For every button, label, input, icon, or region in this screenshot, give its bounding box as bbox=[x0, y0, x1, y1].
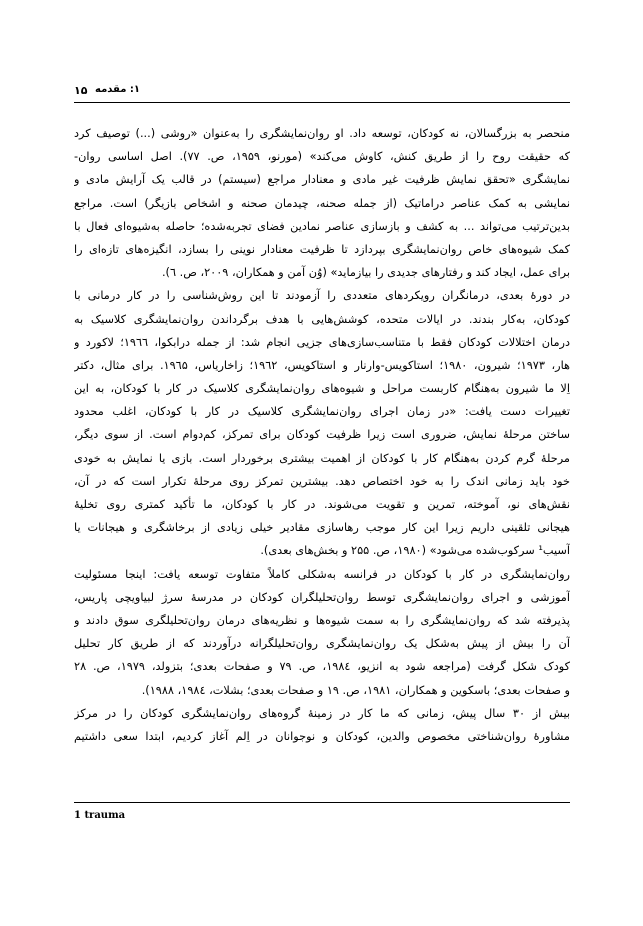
text-line: بیش از ۳۰ سال پیش، زمانی که ما کار در زمینهٔ گروه‌های روان‌نمایشگری کودکان را در مرکز bbox=[74, 706, 570, 720]
header-rule bbox=[74, 102, 570, 103]
text-line: هار، ۱۹۷۳؛ شیرون، ۱۹۸۰؛ استاکویس-وارنار و استاکویس، ۱۹٦۲؛ زاخاریاس، ۱۹٦۵. برای مثال، دکتر bbox=[74, 358, 570, 372]
text-line: مرحلهٔ گرم کردن به‌هنگام کار با کودکان از اهمیت بیشتری برخوردار است. بازی یا نمایش به خودی bbox=[74, 451, 570, 465]
text-line: خود باید زمانی اندک را به خود اختصاص دهد. بیشترین تمرکز روی مرحلهٔ تکرار است که در آن، bbox=[74, 474, 570, 488]
text-line: که حقیقت روح را از طریق کنش، کاوش می‌کند» (مورنو، ۱۹۵۹، ص. ۷۷). اصل اساسی روان- bbox=[74, 150, 570, 164]
text-line: کودکان، به‌کار بندند. در ایالات متحده، کوشش‌هایی با هدف برگرداندن روان‌نمایشگری کلاسیک به bbox=[74, 312, 570, 326]
text-line: آن را بیش از پیش به‌شکل یک روان‌نمایشگری روان‌تحلیلگرانه درآوردند که از طریق کار تحلیل bbox=[74, 637, 570, 651]
text-line: ساختن مرحلهٔ نمایش، ضروری است زیرا ظرفیت کودکان برای تمرکز، کم‌دوام است. از سوی دیگر، bbox=[74, 428, 570, 442]
text-line: نقش‌های نو، آموخته، تمرین و تقویت می‌شوند. در کار با کودکان، ما تأکید کمتری روی تخلیهٔ bbox=[74, 498, 570, 511]
paragraph-2 bbox=[74, 284, 570, 562]
footnote-rule bbox=[74, 802, 570, 803]
text-line: بدین‌ترتیب می‌تواند ... به کشف و بازسازی عناصر نمادین فضای تجربه‌شده؛ حاصله به‌شیوه‌ای فعال با bbox=[74, 219, 570, 233]
text-line: آسیب¹ سرکوب‌شده می‌شود» (۱۹۸۰، ص. ۲۵۵ و بخش‌های بعدی). bbox=[260, 544, 570, 558]
text-line: اِلا ما شیرون به‌هنگام کاربست مراحل و شیوه‌های روان‌نمایشگری کلاسیک در کار با کودکان، به این bbox=[74, 382, 570, 396]
text-line: نمایشگری «تحقق نمایش ظرفیت غیر مادی و معنادار مراجع (سیستم) در قالب یک آرایش مادی و bbox=[74, 173, 570, 187]
paragraph-3 bbox=[74, 563, 570, 702]
text-line: کمک شیوه‌های خاص روان‌نمایشگری بپردازد تا ظرفیت معنادار نوینی را بسازد، انگیزه‌های تازه‌ای را bbox=[74, 242, 570, 256]
page-number: ۱۵ bbox=[74, 84, 88, 97]
paragraph-4 bbox=[74, 702, 570, 748]
text-line: مشاورهٔ روان‌شناختی مخصوص والدین، کودکان و نوجوانان در اِلم آغاز کردیم، ابتدا سعی داشتیم bbox=[74, 729, 570, 743]
text-line: نمایشی به کمک عناصر دراماتیک (از جمله صحنه، چیدمان صحنه و اشخاص بازیگر) است. مراجع bbox=[74, 196, 570, 210]
body-text bbox=[74, 122, 570, 748]
text-line: کودک شکل گرفت (مراجعه شود به انزیو، ۱۹۸٤، ص. ۷۹ و صفحات بعدی؛ بتزولد، ۱۹۷۹، ص. ۲۸ bbox=[74, 660, 570, 674]
text-line: تغییرات دست یافت: «در زمان اجرای روان‌نمایشگری کلاسیک در کار با کودکان، اغلب محدود bbox=[74, 405, 570, 419]
running-head: ۱: مقدمه bbox=[95, 84, 141, 95]
footnote: 1 trauma bbox=[74, 810, 126, 821]
text-line: و صفحات بعدی؛ باسکوین و همکاران، ۱۹۸۱، ص. ۱۹ و صفحات بعدی؛ بشلات، ۱۹۸٤، ۱۹۸۸). bbox=[141, 683, 570, 697]
text-line: منحصر به بزرگسالان، نه کودکان، توسعه داد. او روان‌نمایشگری را به‌عنوان «روشی (...) توصیف کرد bbox=[74, 127, 570, 140]
text-line: روان‌نمایشگری در کار با کودکان در فرانسه به‌شکلی کاملاً متفاوت توسعه یافت: اینجا مسئولیت bbox=[74, 567, 570, 581]
text-line: هیجانی تلقینی داریم زیرا این کار موجب رهاسازی مقادیر خیلی زیادی از برخاشگری و هیجانات یا bbox=[74, 521, 570, 535]
text-line: پذیرفته شد که روان‌نمایشگری را به سمت شیوه‌ها و نظریه‌های درمان روان‌تحلیلگری سوق دادند و bbox=[74, 613, 570, 627]
paragraph-1 bbox=[74, 122, 570, 284]
text-line: آموزشی و اجرای روان‌نمایشگری توسط روان‌تحلیلگران کودکان در مدرسهٔ سرژ لبیاویچی پاریس، bbox=[74, 590, 570, 604]
text-line: درمان اختلالات کودکان فقط با متناسب‌سازی‌های جزیی انجام شد: از جمله درابکوا، ۱۹٦٦؛ لاکورد و bbox=[74, 335, 570, 349]
text-line: برای عمل، ایجاد کند و رفتارهای جدیدی را بیازماید» (وُن آمن و همکاران، ۲۰۰۹، ص. ٦). bbox=[161, 266, 570, 280]
text-line: در دورهٔ بعدی، درمانگران رویکردهای متعددی را آزمودند تا این روش‌شناسی را در کار درمانی با bbox=[74, 289, 570, 303]
